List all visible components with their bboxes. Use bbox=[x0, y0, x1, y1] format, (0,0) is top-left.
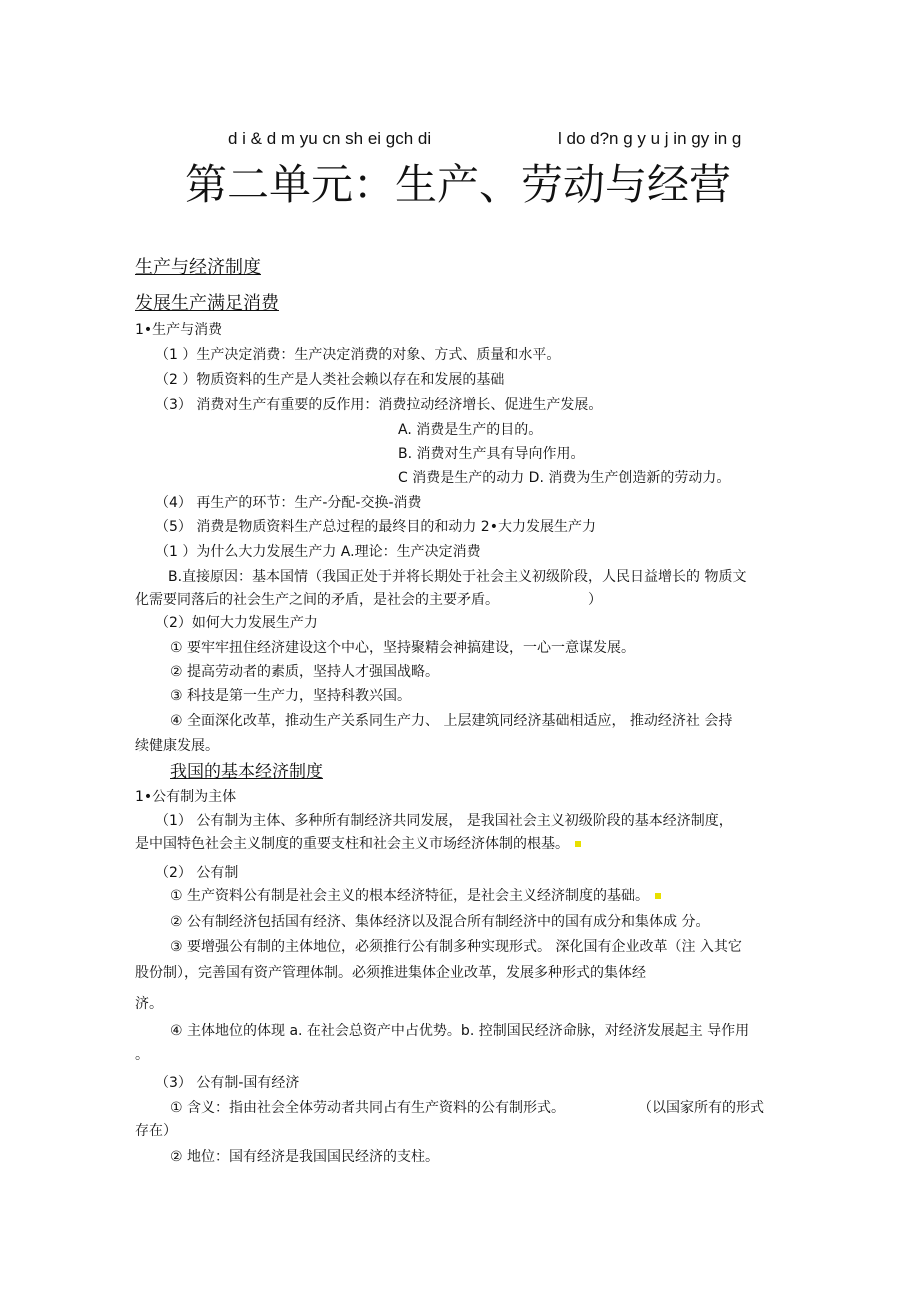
paragraph: 。 bbox=[135, 1047, 149, 1063]
paragraph: 化需要同落后的社会生产之间的矛盾，是社会的主要矛盾。 bbox=[135, 592, 499, 608]
subsection-heading: 发展生产满足消费 bbox=[135, 293, 279, 314]
section-heading: 我国的基本经济制度 bbox=[170, 762, 323, 782]
paragraph: （以国家所有的形式 bbox=[638, 1100, 764, 1116]
paragraph: 存在） bbox=[135, 1123, 177, 1139]
paragraph: （3） 公有制-国有经济 bbox=[155, 1075, 300, 1091]
paragraph: C 消费是生产的动力 D. 消费为生产创造新的劳动力。 bbox=[398, 470, 731, 486]
paragraph bbox=[135, 835, 581, 853]
paragraph: （4） 再生产的环节：生产-分配-交换-消费 bbox=[155, 495, 422, 511]
paragraph: ③ 科技是第一生产力，坚持科教兴国。 bbox=[170, 688, 411, 704]
paragraph: ④ 全面深化改革，推动生产关系同生产力、 上层建筑同经济基础相适应， 推动经济社 会持 bbox=[170, 713, 733, 729]
paragraph: （2 ）物质资料的生产是人类社会赖以存在和发展的基础 bbox=[155, 372, 505, 388]
paragraph: （1 ）生产决定消费：生产决定消费的对象、方式、质量和水平。 bbox=[155, 347, 561, 363]
paragraph: 股份制），完善国有资产管理体制。必须推进集体企业改革，发展多种形式的集体经 bbox=[135, 965, 646, 981]
paragraph: ④ 主体地位的体现 a. 在社会总资产中占优势。b. 控制国民经济命脉，对经济发展起主 导作用 bbox=[170, 1023, 750, 1039]
pinyin-right: l do d?n g y u j in gy in g bbox=[558, 129, 742, 148]
paragraph: （1） 公有制为主体、多种所有制经济共同发展， 是我国社会主义初级阶段的基本经济制度， bbox=[155, 813, 733, 829]
paragraph: B.直接原因：基本国情（我国正处于并将长期处于社会主义初级阶段，人民日益增长的 物质文 bbox=[168, 569, 747, 585]
page-title: 第二单元：生产、劳动与经营 bbox=[184, 160, 731, 209]
paragraph: 续健康发展。 bbox=[135, 738, 219, 754]
highlight-mark bbox=[655, 893, 661, 899]
pinyin-left: d i & d m yu cn sh ei gch di bbox=[228, 129, 432, 148]
paragraph: ） bbox=[588, 592, 602, 608]
paragraph: （2） 公有制 bbox=[155, 865, 239, 881]
paragraph-text: ① 生产资料公有制是社会主义的根本经济特征，是社会主义经济制度的基础。 bbox=[170, 888, 649, 904]
paragraph: B. 消费对生产具有导向作用。 bbox=[398, 446, 585, 462]
paragraph: 济。 bbox=[135, 996, 163, 1012]
paragraph: ② 提高劳动者的素质，坚持人才强国战略。 bbox=[170, 664, 439, 680]
paragraph: ② 地位：国有经济是我国国民经济的支柱。 bbox=[170, 1149, 439, 1165]
paragraph: A. 消费是生产的目的。 bbox=[398, 422, 543, 438]
paragraph: （2）如何大力发展生产力 bbox=[155, 615, 318, 631]
section-heading: 生产与经济制度 bbox=[135, 257, 261, 278]
paragraph: ① 含义：指由社会全体劳动者共同占有生产资料的公有制形式。 bbox=[170, 1100, 565, 1116]
paragraph: ② 公有制经济包括国有经济、集体经济以及混合所有制经济中的国有成分和集体成 分。 bbox=[170, 914, 710, 930]
paragraph: （1 ）为什么大力发展生产力 A.理论：生产决定消费 bbox=[155, 544, 481, 560]
paragraph: 1•生产与消费 bbox=[135, 322, 223, 338]
paragraph: （3） 消费对生产有重要的反作用：消费拉动经济增长、促进生产发展。 bbox=[155, 397, 603, 413]
paragraph-text: 是中国特色社会主义制度的重要支柱和社会主义市场经济体制的根基。 bbox=[135, 836, 569, 852]
paragraph: 1•公有制为主体 bbox=[135, 789, 237, 805]
highlight-mark bbox=[575, 841, 581, 847]
paragraph: （5） 消费是物质资料生产总过程的最终目的和动力 2•大力发展生产力 bbox=[155, 519, 596, 535]
paragraph bbox=[170, 887, 661, 905]
paragraph: ① 要牢牢扭住经济建设这个中心，坚持聚精会神搞建设，一心一意谋发展。 bbox=[170, 640, 635, 656]
paragraph: ③ 要增强公有制的主体地位，必须推行公有制多种实现形式。 深化国有企业改革（注 入其它 bbox=[170, 939, 742, 955]
